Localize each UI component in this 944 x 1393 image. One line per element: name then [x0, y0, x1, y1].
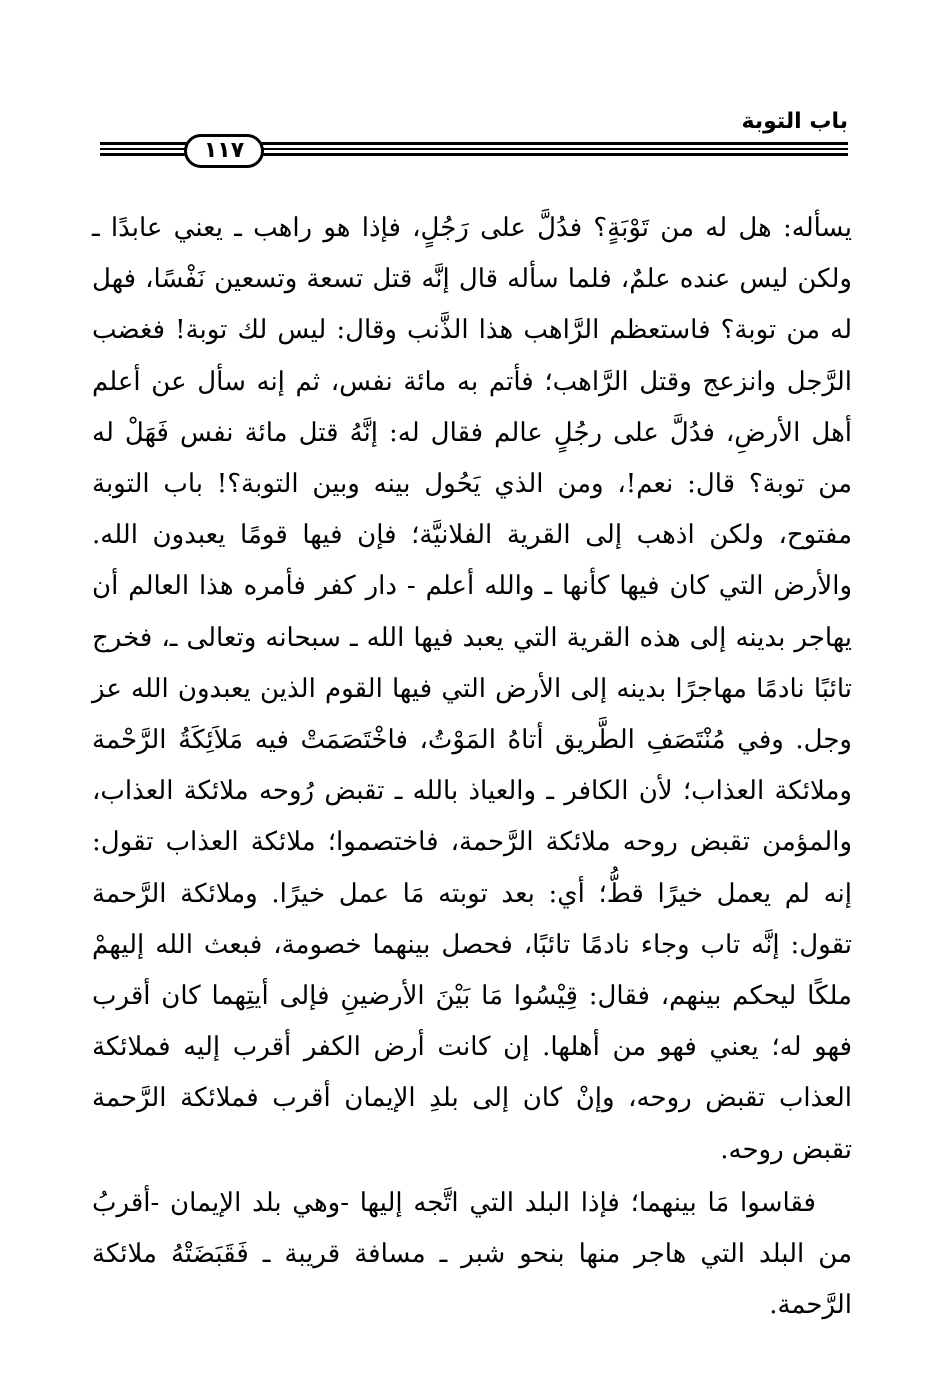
paragraph: يسأله: هل له من تَوْبَةٍ؟ فدُلَّ على رَجُلٍ، فإذا هو راهب ـ يعني عابدًا ـ ولكن ليس عنده علمٌ، فلما سأله قال إنَّه قتل تسعة وتسعين نَفْسًا، فهل له من توبة؟ فاستعظم الرَّاهب هذا الذَّنب وقال: ليس لك توبة! فغضب الرَّجل وانزعج وقتل الرَّاهب؛ فأتم به مائة نفس، ثم إنه سأل عن أعلم أهل الأرضِ، فدُلَّ على رجُلٍ عالم فقال له: إنَّهُ قتل مائة نفس فَهَلْ له من توبة؟ قال: نعم!، ومن الذي يَحُول بينه وبين التوبة؟! باب التوبة مفتوح، ولكن اذهب إلى القرية الفلانيَّة؛ فإن فيها قومًا يعبدون الله. والأرض التي كان فيها كأنها ـ والله أعلم - دار كفر فأمره هذا العالم أن يهاجر بدينه إلى هذه القرية التي يعبد فيها الله ـ سبحانه وتعالى ـ، فخرج تائبًا نادمًا مهاجرًا بدينه إلى الأرض التي فيها القوم الذين يعبدون الله عز وجل. وفي مُنْتَصَفِ الطَّريق أتاهُ المَوْتُ، فاخْتَصَمَتْ فيه مَلاَئِكَةُ الرَّحْمة وملائكة العذاب؛ لأن الكافر ـ والعياذ بالله ـ تقبض رُوحه ملائكة العذاب، والمؤمن تقبض روحه ملائكة الرَّحمة، فاختصموا؛ ملائكة العذاب تقول: إنه لم يعمل خيرًا قطُّ؛ أي: بعد توبته مَا عمل خيرًا. وملائكة الرَّحمة تقول: إنَّه تاب وجاء نادمًا تائبًا، فحصل بينهما خصومة، فبعث الله إليهمْ ملكًا ليحكم بينهم، فقال: قِيْسُوا مَا بَيْنَ الأرضينِ فإلى أيتِهما كان أقرب فهو له؛ يعني فهو من أهلها. إن كانت أرض الكفر أقرب إليه فملائكة العذاب تقبض روحه، وإنْ كان إلى بلدِ الإيمان أقرب فملائكة الرَّحمة تقبض روحه. [92, 213, 853, 1165]
body-text [92, 203, 852, 1331]
chapter-title: باب التوبة [741, 109, 848, 134]
page-header [100, 108, 848, 168]
page-number: ١١٧ [184, 134, 264, 168]
paragraph: فقاسوا مَا بينهما؛ فإذا البلد التي اتَّجه إليها -وهي بلد الإيمان -أقربُ من البلد التي هاجر منها بنحو شبر ـ مسافة قريبة ـ فَقَبَضَتْهُ ملائكة الرَّحمة. [92, 1187, 852, 1321]
